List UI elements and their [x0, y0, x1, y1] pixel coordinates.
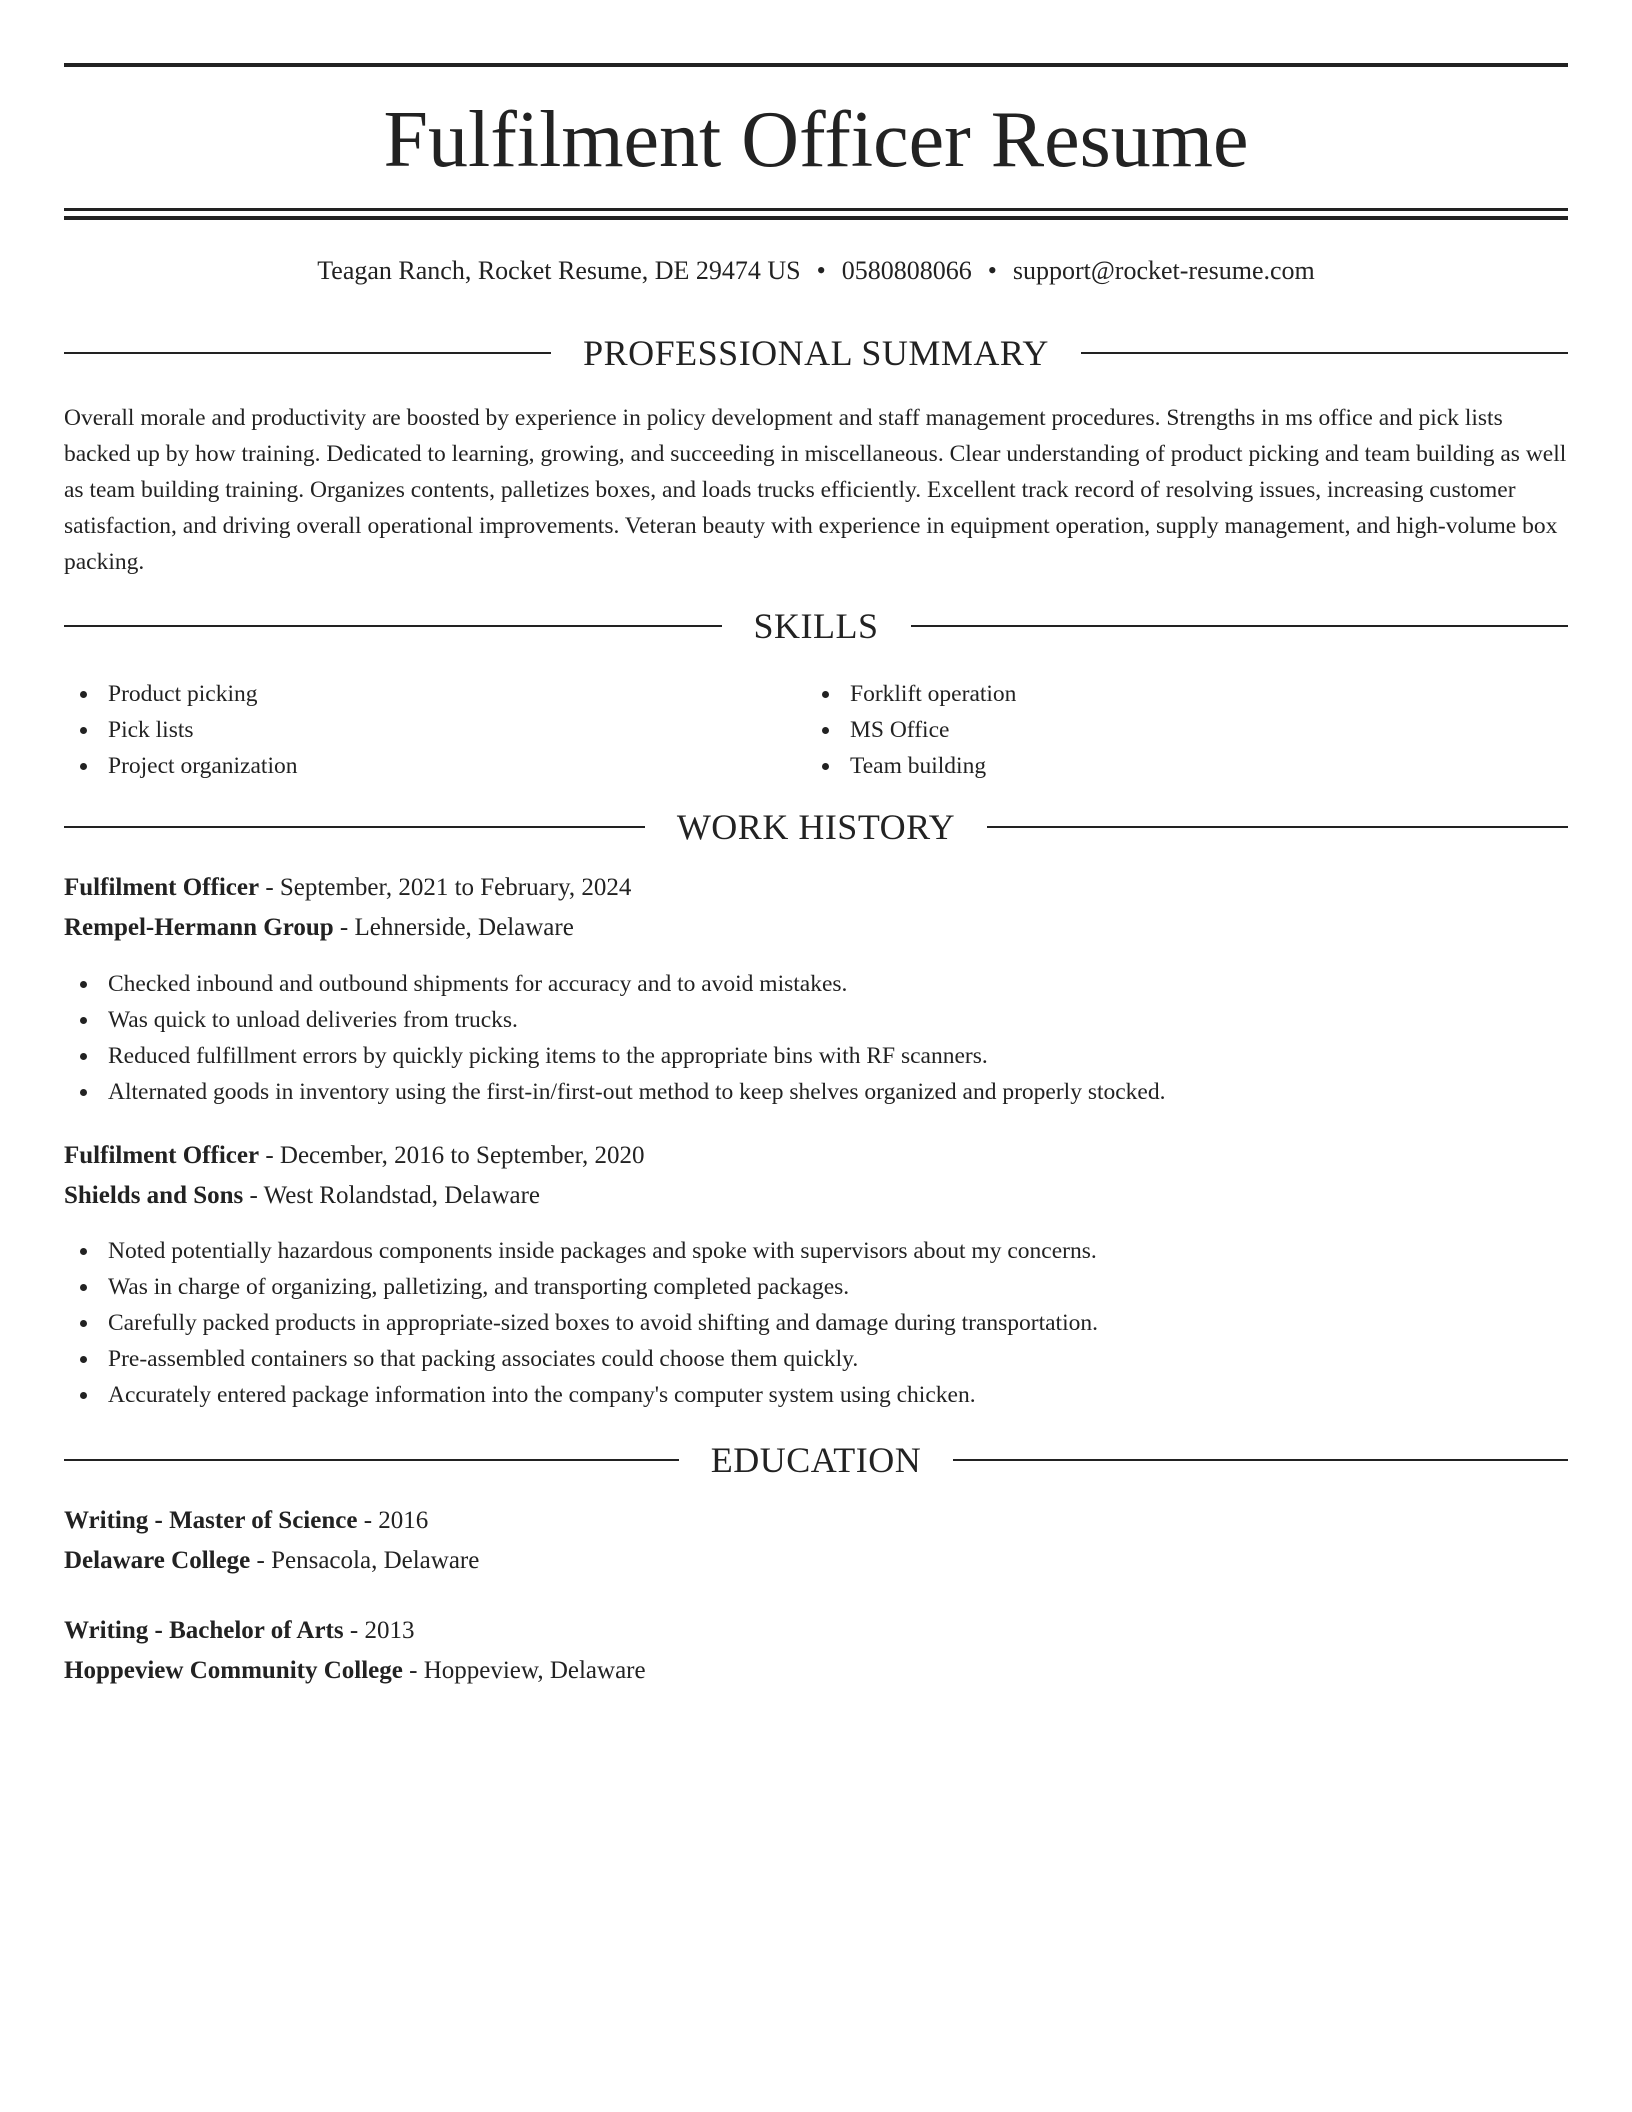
contact-phone: 0580808066 [841, 256, 972, 285]
job-bullets [64, 966, 1165, 1110]
divider [911, 625, 1569, 627]
job-company: Shields and Sons [64, 1182, 244, 1209]
degree-year: 2016 [378, 1507, 429, 1534]
skill-item: Pick lists [64, 712, 297, 748]
skills-list-left [64, 676, 297, 784]
section-heading-skills [64, 604, 1568, 648]
degree-year: 2013 [364, 1617, 415, 1644]
title-double-rule [64, 208, 1568, 220]
section-heading-summary [64, 331, 1568, 375]
skill-item: MS Office [806, 712, 1016, 748]
dash: - [333, 914, 355, 941]
job-bullet: Noted potentially hazardous components inside packages and spoke with supervisors about my concerns. [64, 1233, 1098, 1269]
dash: - [250, 1547, 272, 1574]
top-rule [64, 63, 1568, 67]
school-line [64, 1653, 646, 1689]
skills-list-right [806, 676, 1016, 784]
job-bullet: Accurately entered package information into the company's computer system using chicken. [64, 1377, 1098, 1413]
job-dates: December, 2016 to September, 2020 [279, 1142, 645, 1169]
job-dates: September, 2021 to February, 2024 [279, 874, 632, 901]
job-bullet: Was in charge of organizing, palletizing, and transporting completed packages. [64, 1269, 1098, 1305]
divider [64, 352, 551, 354]
dash: - [259, 1142, 280, 1169]
dash: - [402, 1657, 424, 1684]
degree-name: Writing - Master of Science [64, 1507, 358, 1534]
dash: - [243, 1182, 264, 1209]
job-title-line [64, 1138, 644, 1174]
skill-item: Project organization [64, 748, 297, 784]
school-name: Hoppeview Community College [64, 1657, 403, 1684]
job-location: Lehnerside, Delaware [354, 914, 574, 941]
section-title: EDUCATION [710, 1440, 922, 1480]
school-name: Delaware College [64, 1547, 251, 1574]
resume-title: Fulfilment Officer Resume [383, 96, 1249, 184]
divider [953, 1459, 1568, 1461]
degree-line [64, 1613, 414, 1649]
contact-line [64, 253, 1568, 289]
job-company: Rempel-Hermann Group [64, 914, 334, 941]
job-bullets [64, 1233, 1098, 1413]
job-bullet: Carefully packed products in appropriate-sized boxes to avoid shifting and damage during transportation. [64, 1305, 1098, 1341]
skill-item: Forklift operation [806, 676, 1016, 712]
job-bullet: Alternated goods in inventory using the first-in/first-out method to keep shelves organized and properly stocked. [64, 1074, 1165, 1110]
job-bullet: Was quick to unload deliveries from trucks. [64, 1002, 1165, 1038]
section-heading-education [64, 1438, 1568, 1482]
section-heading-work [64, 805, 1568, 849]
dash: - [357, 1507, 379, 1534]
job-title-line [64, 870, 631, 906]
contact-separator: • [987, 256, 997, 285]
divider [64, 826, 645, 828]
job-bullet: Reduced fulfillment errors by quickly picking items to the appropriate bins with RF scanners. [64, 1038, 1165, 1074]
job-company-line [64, 910, 574, 946]
job-company-line [64, 1178, 540, 1214]
contact-email: support@rocket-resume.com [1012, 256, 1315, 285]
divider [64, 1459, 679, 1461]
skill-item: Team building [806, 748, 1016, 784]
job-role: Fulfilment Officer [64, 874, 260, 901]
summary-text: Overall morale and productivity are boosted by experience in policy development and staff management procedures. Strengths in ms office and pick lists backed up by how training. Dedicated to learning, growing, and succeeding in miscellaneous. Clear understanding of product picking and team building as well as team building training. Organizes contents, palletizes boxes, and loads trucks efficiently. Excellent track record of resolving issues, increasing customer satisfaction, and driving overall operational improvements. Veteran beauty with experience in equipment operation, supply management, and high-volume box packing. [64, 405, 1567, 575]
skill-item: Product picking [64, 676, 297, 712]
contact-address: Teagan Ranch, Rocket Resume, DE 29474 US [317, 256, 801, 285]
contact-separator: • [816, 256, 826, 285]
dash: - [343, 1617, 365, 1644]
job-bullet: Checked inbound and outbound shipments for accuracy and to avoid mistakes. [64, 966, 1165, 1002]
section-title: PROFESSIONAL SUMMARY [583, 333, 1049, 373]
section-title: SKILLS [753, 606, 879, 646]
divider [987, 826, 1568, 828]
section-title: WORK HISTORY [676, 807, 956, 847]
divider [64, 625, 722, 627]
school-location: Pensacola, Delaware [271, 1547, 480, 1574]
degree-line [64, 1503, 428, 1539]
divider [1081, 352, 1568, 354]
job-bullet: Pre-assembled containers so that packing associates could choose them quickly. [64, 1341, 1098, 1377]
job-location: West Rolandstad, Delaware [263, 1182, 541, 1209]
degree-name: Writing - Bachelor of Arts [64, 1617, 344, 1644]
school-line [64, 1543, 479, 1579]
school-location: Hoppeview, Delaware [423, 1657, 646, 1684]
dash: - [259, 874, 280, 901]
job-role: Fulfilment Officer [64, 1142, 260, 1169]
